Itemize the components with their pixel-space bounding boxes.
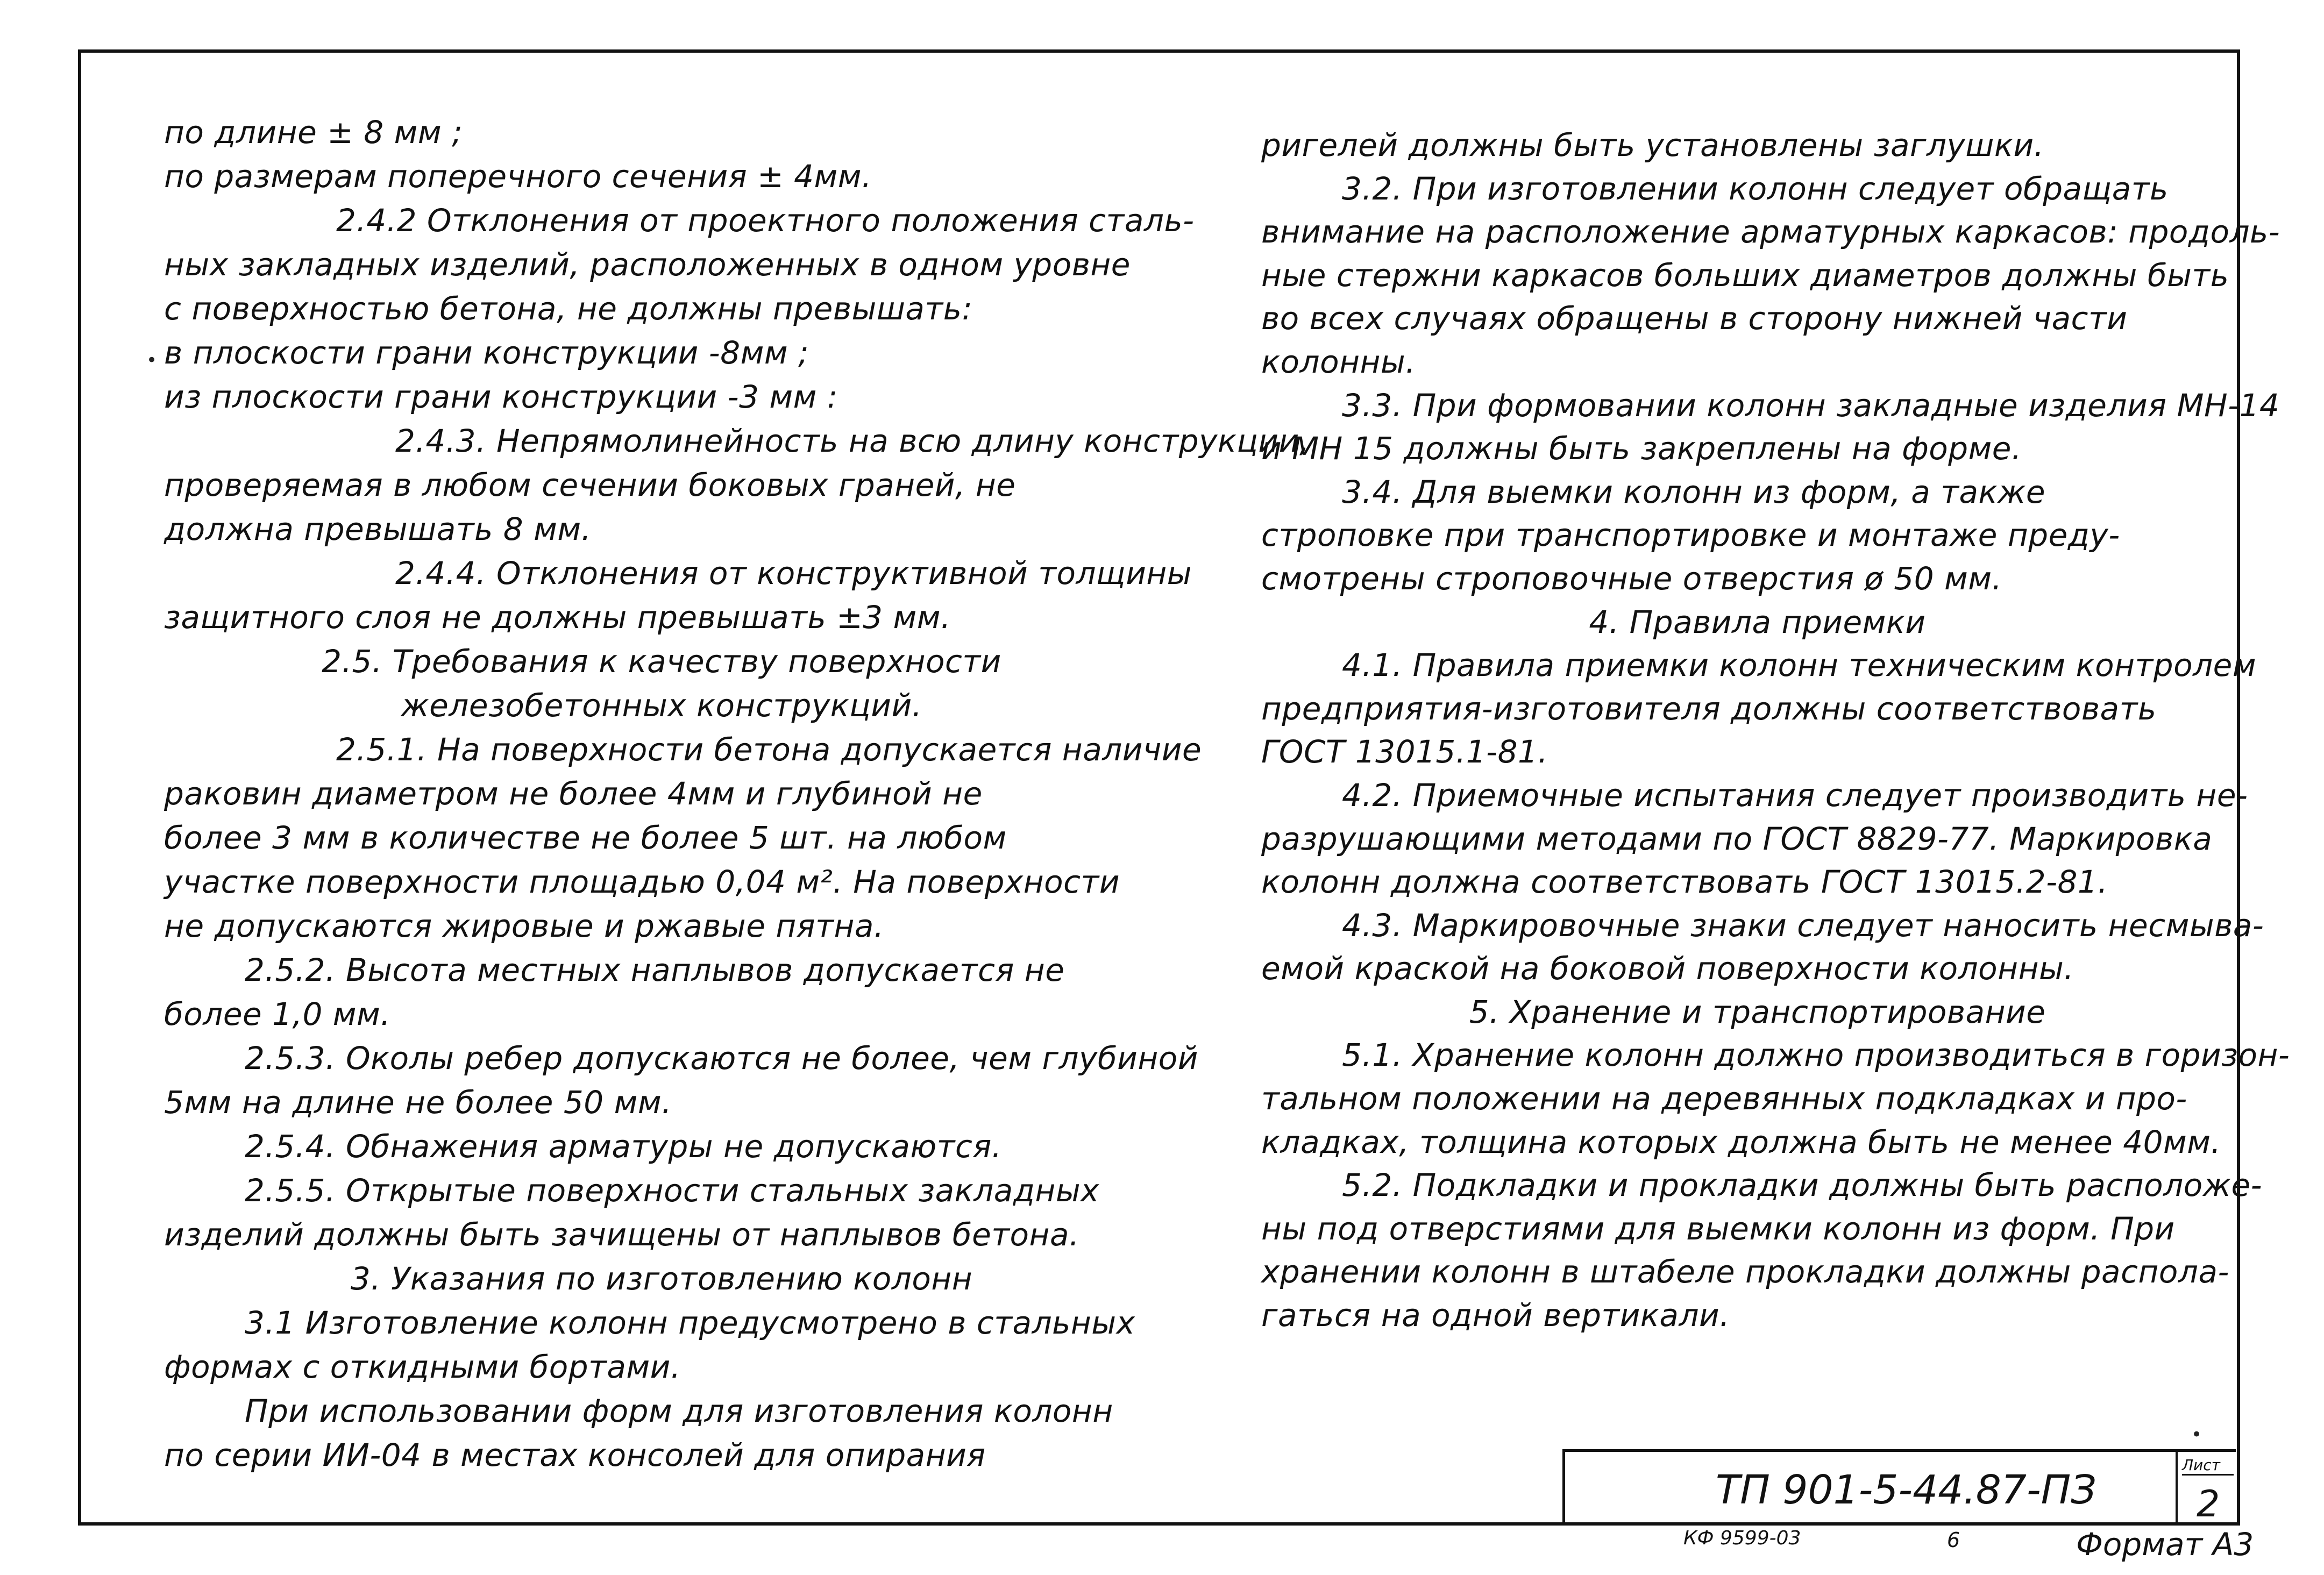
text-line: 4.3. Маркировочные знаки следует наносить несмыва- (1342, 907, 2264, 944)
text-line: 5.1. Хранение колонн должно производиться в горизон- (1342, 1037, 2290, 1074)
page-dot-mark: • (146, 350, 158, 371)
text-line: по серии ИИ-04 в местах консолей для опирания (164, 1437, 986, 1473)
sheet-label: Лист (2182, 1456, 2234, 1476)
text-line: 4.2. Приемочные испытания следует производить не- (1342, 776, 2248, 814)
text-line: с поверхностью бетона, не должны превышать: (164, 290, 973, 327)
text-line: 3.1 Изготовление колонн предусмотрено в стальных (245, 1305, 1135, 1341)
text-line: внимание на расположение арматурных каркасов: продоль- (1261, 213, 2280, 251)
text-line: 4.1. Правила приемки колонн техническим контролем (1342, 647, 2257, 684)
section-heading: 4. Правила приемки (1589, 603, 1926, 640)
text-line: 3.2. При изготовлении колонн следует обращать (1342, 170, 2169, 207)
text-line: проверяемая в любом сечении боковых граней, не (164, 467, 1016, 503)
sheet-number: 2 (2197, 1483, 2220, 1526)
text-line: более 1,0 мм. (164, 996, 391, 1032)
text-line: в плоскости грани конструкции -8мм ; (164, 334, 809, 371)
text-line: При использовании форм для изготовления колонн (245, 1393, 1113, 1429)
text-line: формах с откидными бортами. (164, 1349, 681, 1385)
text-line: емой краской на боковой поверхности колонны. (1261, 950, 2074, 987)
text-line: строповке при транспортировке и монтаже преду- (1261, 517, 2120, 554)
text-line: из плоскости грани конструкции -3 мм : (164, 379, 838, 415)
text-line: колонн должна соответствовать ГОСТ 13015.2-81. (1261, 864, 2108, 901)
sheet-cell (2176, 1452, 2236, 1524)
footer-format: Формат А3 (2076, 1526, 2254, 1563)
text-line: не допускаются жировые и ржавые пятна. (164, 908, 884, 944)
section-heading: 5. Хранение и транспортирование (1469, 993, 2046, 1030)
left-text-column (164, 110, 1310, 1477)
text-line: ные стержни каркасов больших диаметров должны быть (1261, 256, 2229, 294)
text-line: и МН 15 должны быть закреплены на форме. (1261, 430, 2022, 467)
text-line: участке поверхности площадью 0,04 м². На поверхности (164, 864, 1120, 900)
text-line: должна превышать 8 мм. (164, 511, 592, 547)
text-line: 2.4.3. Непрямолинейность на всю длину конструкции, (395, 423, 1310, 459)
section-heading: 3. Указания по изготовлению колонн (350, 1260, 973, 1297)
text-line: более 3 мм в количестве не более 5 шт. на любом (164, 819, 1007, 856)
text-line: предприятия-изготовителя должны соответствовать (1261, 690, 2157, 727)
footer-catalog-code: КФ 9599-03 (1683, 1527, 1801, 1549)
text-line: ригелей должны быть установлены заглушки. (1261, 127, 2044, 163)
text-line: 2.4.2 Отклонения от проектного положения сталь- (336, 202, 1195, 239)
text-line: ГОСТ 13015.1-81. (1261, 733, 1548, 771)
title-block (1562, 1449, 2236, 1524)
text-line: 3.4. Для выемки колонн из форм, а также (1342, 473, 2046, 510)
text-line: защитного слоя не должны превышать ±3 мм. (164, 599, 951, 636)
text-line: 5мм на длине не более 50 мм. (164, 1084, 672, 1121)
text-line: раковин диаметром не более 4мм и глубиной не (164, 775, 983, 812)
text-line: 5.2. Подкладки и прокладки должны быть расположе- (1342, 1167, 2263, 1204)
text-line: гаться на одной вертикали. (1261, 1297, 1730, 1334)
right-text-column (1261, 124, 2290, 1337)
text-line: тальном положении на деревянных подкладках и про- (1261, 1080, 2187, 1117)
text-line: кладках, толщина которых должна быть не менее 40мм. (1261, 1123, 2221, 1160)
text-line: по размерам поперечного сечения ± 4мм. (164, 158, 872, 195)
text-line: изделий должны быть зачищены от наплывов бетона. (164, 1216, 1079, 1253)
text-line: 3.3. При формовании колонн закладные изделия МН-14 (1342, 387, 2280, 424)
section-heading: железобетонных конструкций. (401, 687, 922, 724)
section-heading: 2.5. Требования к качеству поверхности (322, 643, 1001, 680)
text-line: ны под отверстиями для выемки колонн из форм. При (1261, 1210, 2175, 1247)
text-line: во всех случаях обращены в сторону нижней части (1261, 300, 2128, 337)
text-line: смотрены строповочные отверстия ø 50 мм. (1261, 560, 2002, 597)
text-line: 2.5.2. Высота местных наплывов допускается не (245, 952, 1065, 988)
text-line: 2.4.4. Отклонения от конструктивной толщины (395, 555, 1192, 591)
text-line: 2.5.4. Обнажения арматуры не допускаются. (245, 1128, 1002, 1165)
text-line: 2.5.5. Открытые поверхности стальных закладных (245, 1172, 1099, 1209)
document-code: ТП 901-5-44.87-ПЗ (1716, 1467, 2096, 1513)
text-line: колонны. (1261, 343, 1416, 380)
text-line: 2.5.1. На поверхности бетона допускается наличие (336, 731, 1202, 768)
text-line: 2.5.3. Околы ребер допускаются не более, чем глубиной (245, 1040, 1198, 1077)
text-line: разрушающими методами по ГОСТ 8829-77. Маркировка (1261, 820, 2213, 857)
page-dot-mark: • (2191, 1424, 2202, 1445)
text-line: хранении колонн в штабеле прокладки должны распола- (1261, 1253, 2229, 1291)
footer-copy-number: 6 (1947, 1528, 1960, 1552)
text-line: по длине ± 8 мм ; (164, 114, 463, 151)
text-line: ных закладных изделий, расположенных в одном уровне (164, 246, 1131, 283)
